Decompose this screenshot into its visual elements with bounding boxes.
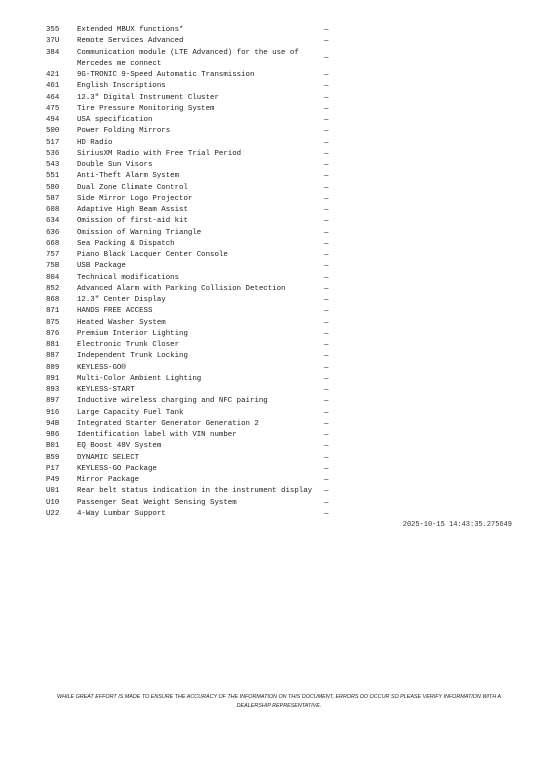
option-code: 757	[46, 251, 60, 259]
option-row	[46, 453, 346, 464]
option-description: Double Sun Visors	[77, 161, 153, 169]
option-price: —	[324, 37, 329, 46]
option-price: —	[324, 183, 329, 192]
option-row	[46, 306, 346, 317]
option-row	[46, 93, 346, 104]
option-description: Advanced Alarm with Parking Collision Detection	[77, 284, 286, 293]
option-description: USB Package	[77, 262, 126, 271]
option-description: Identification label with VIN number	[77, 431, 237, 439]
option-price: —	[324, 431, 329, 439]
option-row	[46, 228, 346, 239]
option-price: —	[324, 104, 329, 113]
option-row	[46, 408, 346, 419]
option-row	[46, 194, 346, 205]
option-row	[46, 250, 346, 261]
option-row	[46, 363, 346, 374]
option-description: Omission of first-aid kit	[77, 217, 188, 226]
option-price: —	[324, 71, 329, 79]
option-row	[46, 509, 346, 520]
option-price: —	[324, 93, 329, 102]
option-description: Omission of Warning Triangle	[77, 228, 202, 237]
option-description: Tire Pressure Monitoring System	[77, 104, 215, 113]
option-code: 897	[46, 397, 60, 406]
option-row	[46, 374, 346, 385]
option-price: —	[324, 419, 329, 428]
option-code: 517	[46, 138, 60, 147]
option-code: 384	[46, 48, 60, 57]
option-description: KEYLESS-START	[77, 386, 135, 394]
option-code: B59	[46, 453, 60, 462]
option-price: —	[324, 138, 329, 147]
option-code: 551	[46, 172, 60, 181]
option-description: 4-Way Lumbar Support	[77, 509, 166, 518]
option-row	[46, 284, 346, 295]
option-code: 37U	[46, 37, 60, 46]
option-code: 875	[46, 318, 60, 327]
option-code: U10	[46, 498, 60, 507]
option-row	[46, 70, 346, 81]
option-description: HANDS FREE ACCESS	[77, 307, 153, 316]
option-row	[46, 396, 346, 407]
option-code: 500	[46, 127, 60, 136]
disclaimer: WHILE GREAT EFFORT IS MADE TO ENSURE THE ACCURACY OF THE INFORMATION ON THIS DOCUMENT, ERRORS DO OCCUR SO PLEASE VERIFY INFORMATION WITH A DEALERSHIP REPRESENTATIVE.	[57, 694, 501, 709]
options-list	[46, 25, 346, 520]
option-price: —	[324, 363, 329, 372]
option-row	[46, 36, 346, 47]
option-code: 536	[46, 149, 60, 158]
option-row	[46, 149, 346, 160]
option-row	[46, 126, 346, 137]
option-description: Technical modifications	[77, 273, 180, 282]
option-row	[46, 340, 346, 351]
option-price: —	[324, 352, 329, 361]
option-code: 881	[46, 341, 60, 349]
option-price: —	[324, 217, 329, 226]
option-code: 494	[46, 116, 60, 124]
option-price: —	[324, 172, 329, 181]
option-row	[46, 295, 346, 306]
option-row	[46, 441, 346, 452]
option-price: —	[324, 453, 329, 462]
option-price: —	[324, 262, 329, 271]
option-row	[46, 205, 346, 216]
option-row	[46, 385, 346, 396]
option-code: U22	[46, 509, 60, 518]
option-price: —	[324, 329, 329, 338]
option-code: U01	[46, 487, 60, 496]
option-description: SiriusXM Radio with Free Trial Period	[77, 149, 242, 158]
option-row	[46, 138, 346, 149]
option-price: —	[324, 476, 329, 484]
option-row	[46, 464, 346, 475]
option-description: Premium Interior Lighting	[77, 329, 188, 338]
option-row	[46, 81, 346, 92]
option-row	[46, 419, 346, 430]
option-price: —	[324, 161, 329, 169]
option-code: 852	[46, 284, 60, 293]
option-price: —	[324, 296, 329, 304]
option-description: Electronic Trunk Closer	[77, 341, 180, 349]
option-code: 355	[46, 26, 60, 34]
option-price: —	[324, 194, 329, 203]
option-row	[46, 216, 346, 227]
option-description: KEYLESS-GO®	[77, 363, 126, 372]
option-code: 634	[46, 217, 60, 226]
option-price: —	[324, 386, 329, 394]
option-row	[46, 171, 346, 182]
option-code: B01	[46, 442, 60, 451]
option-description: Adaptive High Beam Assist	[77, 206, 188, 214]
option-code: 464	[46, 93, 60, 102]
option-code: 94B	[46, 419, 60, 428]
option-code: P17	[46, 464, 60, 473]
option-price: —	[324, 273, 329, 282]
option-code: 876	[46, 329, 60, 338]
option-code: 475	[46, 104, 60, 113]
option-description: KEYLESS-GO Package	[77, 464, 157, 473]
option-row	[46, 318, 346, 329]
option-description: 12.3" Center Display	[77, 296, 166, 304]
option-description: Dual Zone Climate Control	[77, 183, 188, 192]
option-price: —	[324, 509, 329, 518]
option-price: —	[324, 149, 329, 158]
option-description: USA specification	[77, 116, 153, 124]
option-description: Sea Packing & Dispatch	[77, 239, 175, 248]
option-price: —	[324, 127, 329, 136]
option-description: Communication module (LTE Advanced) for the use of Mercedes me connect	[77, 48, 299, 68]
option-row	[46, 48, 346, 71]
option-price: —	[324, 54, 329, 63]
option-code: 916	[46, 408, 60, 417]
option-description: Passenger Seat Weight Sensing System	[77, 498, 237, 507]
option-price: —	[324, 464, 329, 473]
option-row	[46, 115, 346, 126]
option-description: Extended MBUX functions*	[77, 26, 184, 34]
option-description: DYNAMIC SELECT	[77, 453, 140, 462]
option-row	[46, 329, 346, 340]
option-price: —	[324, 251, 329, 259]
option-description: Inductive wireless charging and NFC pairing	[77, 397, 268, 406]
option-description: Multi-Color Ambient Lighting	[77, 374, 202, 383]
option-row	[46, 261, 346, 272]
option-row	[46, 475, 346, 486]
option-code: 580	[46, 183, 60, 192]
option-description: Power Folding Mirrors	[77, 127, 171, 136]
option-code: 986	[46, 431, 60, 439]
option-price: —	[324, 408, 329, 417]
option-description: Side Mirror Logo Projector	[77, 194, 193, 203]
option-description: 12.3" Digital Instrument Cluster	[77, 93, 219, 102]
option-row	[46, 104, 346, 115]
option-price: —	[324, 82, 329, 91]
option-price: —	[324, 397, 329, 406]
option-price: —	[324, 228, 329, 237]
option-row	[46, 160, 346, 171]
option-row	[46, 430, 346, 441]
option-code: 893	[46, 386, 60, 394]
option-code: 668	[46, 239, 60, 248]
option-row	[46, 273, 346, 284]
option-code: 421	[46, 71, 60, 79]
option-description: EQ Boost 48V System	[77, 442, 162, 451]
option-description: Anti-Theft Alarm System	[77, 172, 180, 181]
option-row	[46, 486, 346, 497]
option-description: 9G-TRONIC 9-Speed Automatic Transmission	[77, 71, 255, 79]
option-price: —	[324, 498, 329, 507]
option-code: 461	[46, 82, 60, 91]
option-code: 587	[46, 194, 60, 203]
option-description: Large Capacity Fuel Tank	[77, 408, 184, 417]
option-code: 871	[46, 307, 60, 316]
option-description: Heated Washer System	[77, 318, 166, 327]
option-code: 887	[46, 352, 60, 361]
option-description: Integrated Starter Generator Generation 2	[77, 419, 259, 428]
option-description: Piano Black Lacquer Center Console	[77, 251, 228, 259]
option-code: 868	[46, 296, 60, 304]
option-price: —	[324, 206, 329, 214]
option-price: —	[324, 26, 329, 34]
option-price: —	[324, 442, 329, 451]
option-price: —	[324, 239, 329, 248]
option-row	[46, 498, 346, 509]
option-code: 608	[46, 206, 60, 214]
option-code: 889	[46, 363, 60, 372]
option-code: 75B	[46, 262, 60, 271]
option-price: —	[324, 284, 329, 293]
option-price: —	[324, 116, 329, 124]
option-code: 891	[46, 374, 60, 383]
option-description: Mirror Package	[77, 476, 140, 484]
option-description: HD Radio	[77, 138, 113, 147]
option-price: —	[324, 374, 329, 383]
option-price: —	[324, 487, 329, 496]
option-price: —	[324, 318, 329, 327]
option-code: 636	[46, 228, 60, 237]
option-code: 543	[46, 161, 60, 169]
option-description: Rear belt status indication in the instrument display	[77, 487, 313, 496]
option-description: Remote Services Advanced	[77, 37, 184, 46]
timestamp: 2025-10-15 14:43:35.275649	[402, 521, 512, 529]
option-row	[46, 239, 346, 250]
option-row	[46, 351, 346, 362]
option-code: P49	[46, 476, 60, 484]
option-description: Independent Trunk Locking	[77, 352, 188, 361]
option-price: —	[324, 307, 329, 316]
option-row	[46, 25, 346, 36]
option-row	[46, 183, 346, 194]
option-description: English Inscriptions	[77, 82, 166, 91]
option-code: 804	[46, 273, 60, 282]
option-price: —	[324, 341, 329, 349]
